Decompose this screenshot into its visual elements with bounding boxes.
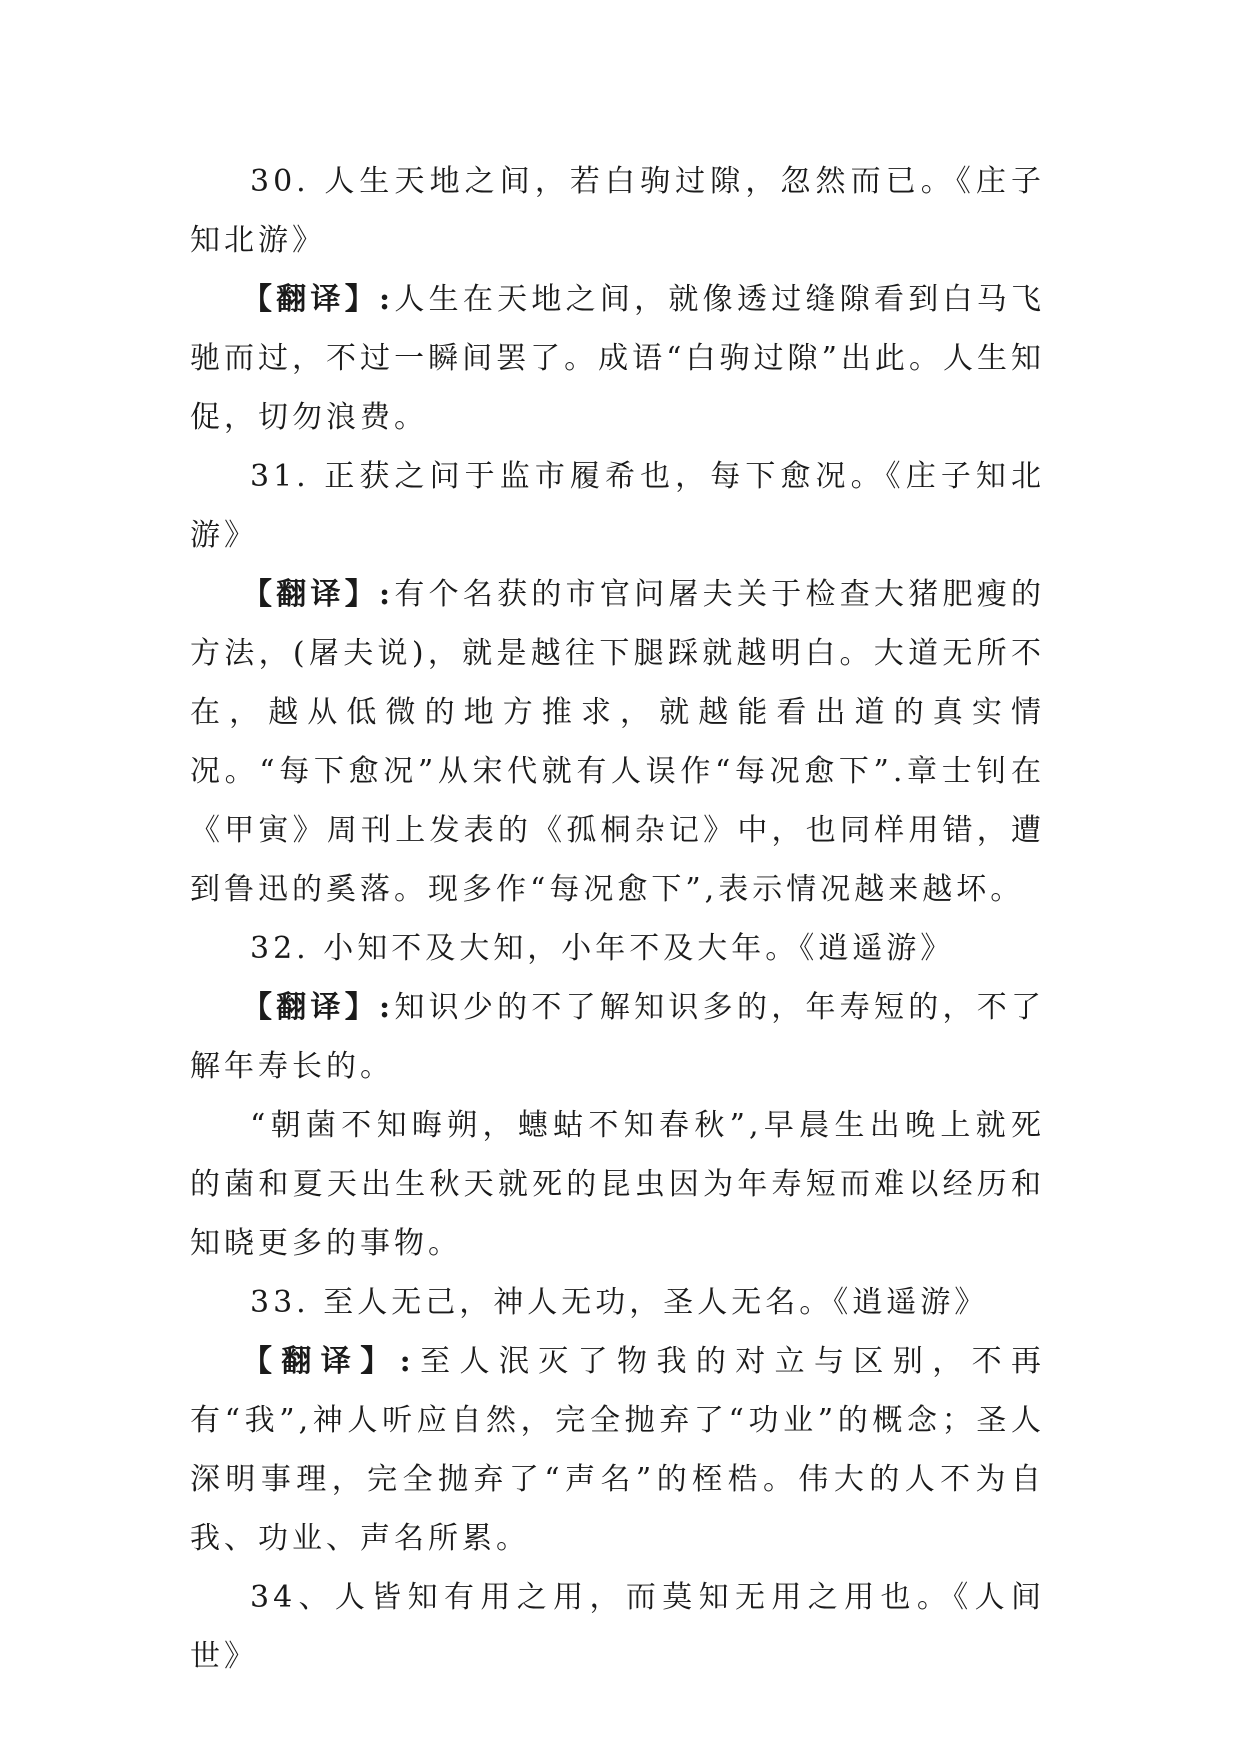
quote-31-text: 31. 正获之问于监市履希也，每下愈况。《庄子知北游》 [190,459,1045,553]
quote-34 [190,1568,1045,1686]
quote-34-text: 34、人皆知有用之用，而莫知无用之用也。《人间世》 [190,1580,1045,1674]
translation-32-text: 知识少的不了解知识多的，年寿短的，不了解年寿长的。 [190,990,1046,1084]
translation-32 [190,978,1045,1096]
quote-33-text: 33. 至人无己，神人无功，圣人无名。《逍遥游》 [250,1285,989,1320]
body-paragraph-32-text: “朝菌不知晦朔，蟪蛄不知春秋”,早晨生出晚上就死的菌和夏天出生秋天就死的昆虫因为年寿短而难以经历和知晓更多的事物。 [190,1108,1045,1261]
quote-32 [190,919,1045,978]
translation-30 [190,270,1045,447]
document-body [190,152,1045,1686]
translation-30-text: 人生在天地之间，就像透过缝隙看到白马飞驰而过，不过一瞬间罢了。成语“白驹过隙”出此。人生知促，切勿浪费。 [190,282,1046,435]
translation-31-text: 有个名获的市官问屠夫关于检查大猪肥瘦的方法，(屠夫说)，就是越往下腿踩就越明白。大道无所不在，越从低微的地方推求，就越能看出道的真实情况。“每下愈况”从宋代就有人误作“每况愈下”.章士钊在《甲寅》周刊上发表的《孤桐杂记》中，也同样用错，遭到鲁迅的奚落。现多作“每况愈下”,表示情况越来越坏。 [190,577,1046,907]
quote-30 [190,152,1045,270]
quote-31 [190,447,1045,565]
translation-31-label: 【翻译】: [242,577,395,612]
quote-32-text: 32. 小知不及大知，小年不及大年。《逍遥游》 [250,931,955,966]
translation-33-text: 至人泯灭了物我的对立与区别，不再有“我”,神人听应自然，完全抛弃了“功业”的概念；圣人深明事理，完全抛弃了“声名”的桎梏。伟大的人不为自我、功业、声名所累。 [190,1344,1046,1556]
translation-30-label: 【翻译】: [242,282,395,317]
body-paragraph-32 [190,1096,1045,1273]
translation-33-label: 【翻译】: [242,1344,415,1379]
translation-33 [190,1332,1045,1568]
quote-33 [190,1273,1045,1332]
translation-31 [190,565,1045,919]
translation-32-label: 【翻译】: [242,990,395,1025]
quote-30-text: 30. 人生天地之间，若白驹过隙，忽然而已。《庄子知北游》 [190,164,1045,258]
